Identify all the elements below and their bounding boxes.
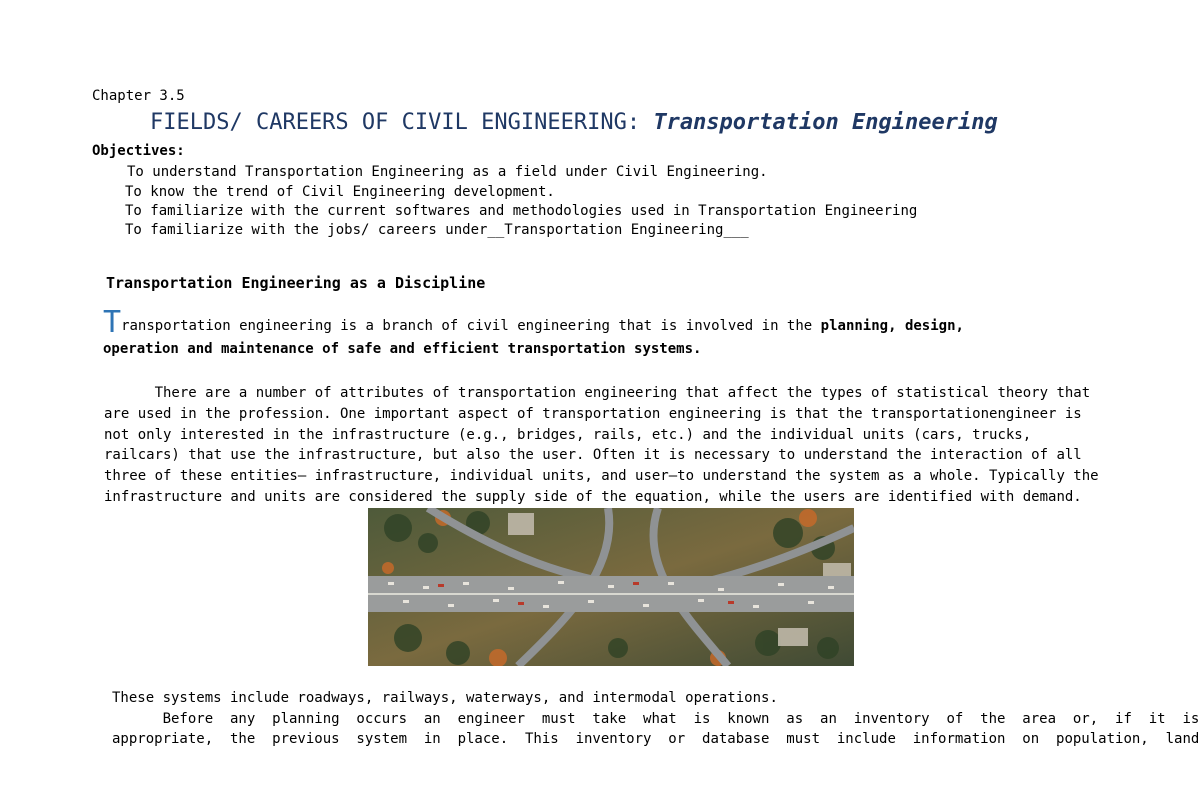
- objective-item-2: To know the trend of Civil Engineering development.: [125, 184, 555, 200]
- intro-line2: operation and maintenance of safe and efficient transportation systems.: [103, 341, 702, 357]
- highway-image-icon: [368, 508, 854, 666]
- page-title-italic: Transportation Engineering: [653, 110, 998, 135]
- body-line-4: railcars) that use the infrastructure, but also the user. Often it is necessary to understand the interaction of all: [104, 447, 1082, 464]
- objective-item-1: To understand Transportation Engineering as a field under Civil Engineering.: [127, 164, 768, 180]
- highway-interchange-photo: [368, 508, 854, 666]
- body-line-2: are used in the profession. One important aspect of transportation engineering is that the transportationengineer is: [104, 405, 1082, 422]
- body-line-5: three of these entities— infrastructure, individual units, and user—to understand the system as a whole. Typically the: [104, 468, 1099, 485]
- body-paragraph: [104, 383, 1104, 508]
- section-heading: Transportation Engineering as a Discipline: [106, 274, 486, 292]
- intro-paragraph: [103, 305, 964, 357]
- chapter-label: Chapter 3.5: [92, 88, 185, 104]
- objective-item-3: To familiarize with the current softwares and methodologies used in Transportation Engineering: [125, 203, 918, 219]
- body-line-3: not only interested in the infrastructure (e.g., bridges, rails, etc.) and the individual units (cars, trucks,: [104, 426, 1032, 443]
- systems-line-2: Before any planning occurs an engineer must take what is known as an inventory of the area or, if it is: [112, 710, 1200, 727]
- objectives-heading: Objectives:: [92, 143, 185, 159]
- drop-cap: T: [103, 305, 122, 340]
- intro-line1: ransportation engineering is a branch of civil engineering that is involved in the: [121, 318, 821, 334]
- systems-line-3: appropriate, the previous system in place. This inventory or database must include information on population, land: [112, 731, 1200, 747]
- page-title: [150, 110, 998, 135]
- intro-line1-bold: planning, design,: [820, 318, 964, 334]
- body-line-6: infrastructure and units are considered the supply side of the equation, while the users are identified with demand.: [104, 488, 1082, 505]
- page-title-main: FIELDS/ CAREERS OF CIVIL ENGINEERING:: [150, 110, 654, 135]
- systems-paragraph: [112, 688, 1199, 750]
- objective-item-4: To familiarize with the jobs/ careers under__Transportation Engineering___: [125, 222, 749, 238]
- body-line-1: There are a number of attributes of transportation engineering that affect the types of statistical theory that: [104, 385, 1091, 401]
- systems-line-1: These systems include roadways, railways, waterways, and intermodal operations.: [112, 690, 778, 706]
